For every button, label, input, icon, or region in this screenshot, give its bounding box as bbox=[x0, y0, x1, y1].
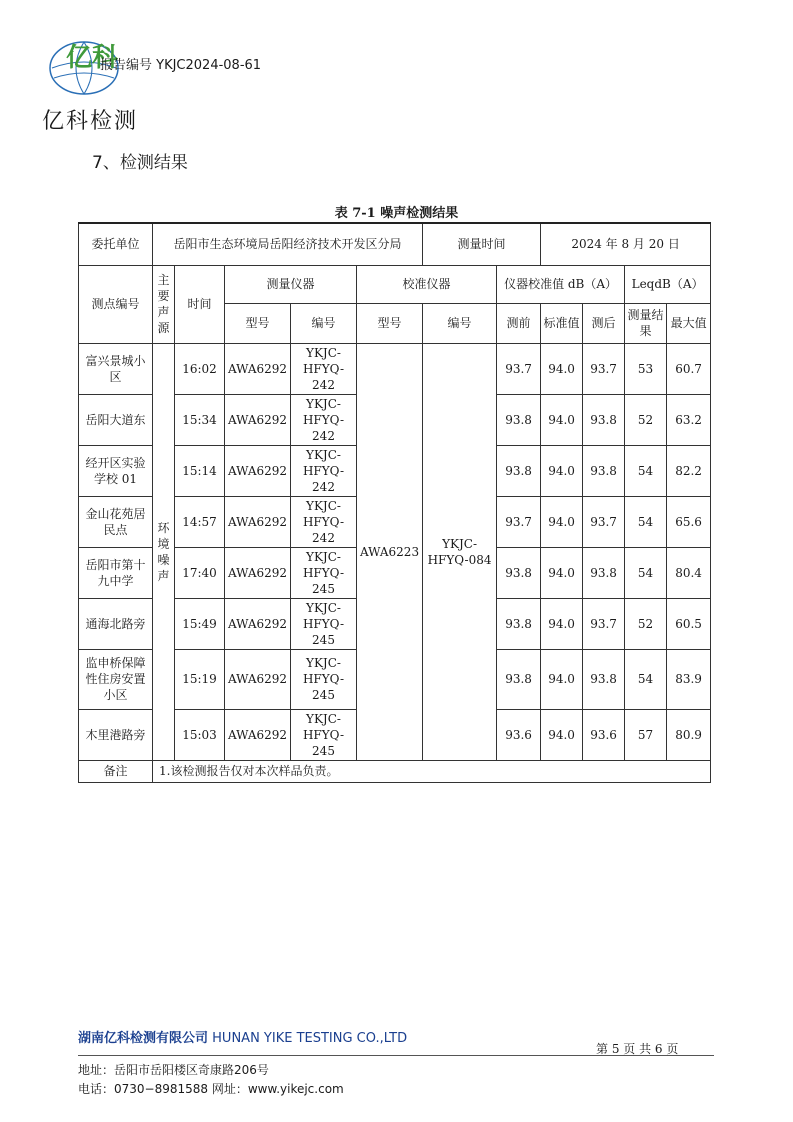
calib-after: 93.6 bbox=[583, 709, 625, 760]
header-source: 主要声源 bbox=[153, 265, 175, 343]
calib-before: 93.8 bbox=[497, 394, 541, 445]
calib-standard: 94.0 bbox=[541, 547, 583, 598]
measurement-point: 经开区实验学校 01 bbox=[79, 445, 153, 496]
header-max: 最大值 bbox=[667, 303, 711, 343]
measurement-point: 富兴景城小区 bbox=[79, 343, 153, 394]
remark-label: 备注 bbox=[79, 760, 153, 782]
calib-after: 93.8 bbox=[583, 649, 625, 709]
measurement-point: 金山花苑居民点 bbox=[79, 496, 153, 547]
instrument-model: AWA6292 bbox=[225, 649, 291, 709]
instrument-model: AWA6292 bbox=[225, 547, 291, 598]
header-calib-value: 仪器校准值 dB（A） bbox=[497, 265, 625, 303]
header-instrument: 测量仪器 bbox=[225, 265, 357, 303]
calib-standard: 94.0 bbox=[541, 445, 583, 496]
calib-before: 93.6 bbox=[497, 709, 541, 760]
calib-standard: 94.0 bbox=[541, 496, 583, 547]
page-number: 第 5 页 共 6 页 bbox=[596, 1042, 679, 1056]
calib-before: 93.7 bbox=[497, 496, 541, 547]
header-result: 测量结果 bbox=[625, 303, 667, 343]
header-cal-model: 型号 bbox=[357, 303, 423, 343]
instrument-serial: YKJC-HFYQ-245 bbox=[291, 598, 357, 649]
calib-before: 93.8 bbox=[497, 598, 541, 649]
measurement-time: 15:49 bbox=[175, 598, 225, 649]
remark-row bbox=[79, 760, 711, 782]
header-point: 测点编号 bbox=[79, 265, 153, 343]
header-serial: 编号 bbox=[291, 303, 357, 343]
leq-result: 53 bbox=[625, 343, 667, 394]
report-number: 报告编号 YKJC2024-08-61 bbox=[100, 58, 262, 73]
client-label: 委托单位 bbox=[79, 223, 153, 265]
leq-result: 52 bbox=[625, 394, 667, 445]
leq-max: 63.2 bbox=[667, 394, 711, 445]
instrument-model: AWA6292 bbox=[225, 496, 291, 547]
leq-max: 80.4 bbox=[667, 547, 711, 598]
brand-name: 亿科检测 bbox=[42, 109, 139, 134]
company-address: 地址：岳阳市岳阳楼区奇康路206号 bbox=[78, 1063, 269, 1077]
calib-standard: 94.0 bbox=[541, 709, 583, 760]
client-value: 岳阳市生态环境局岳阳经济技术开发区分局 bbox=[153, 223, 423, 265]
measurement-time: 14:57 bbox=[175, 496, 225, 547]
measurement-point: 木里港路旁 bbox=[79, 709, 153, 760]
company-name-en: HUNAN YIKE TESTING CO.,LTD bbox=[212, 1031, 408, 1046]
time-value: 2024 年 8 月 20 日 bbox=[541, 223, 711, 265]
svg-text:亿科: 亿科 bbox=[66, 43, 119, 73]
measurement-time: 15:19 bbox=[175, 649, 225, 709]
measurement-time: 16:02 bbox=[175, 343, 225, 394]
header-standard: 标准值 bbox=[541, 303, 583, 343]
instrument-serial: YKJC-HFYQ-242 bbox=[291, 445, 357, 496]
header-leq: LeqdB（A） bbox=[625, 265, 711, 303]
remark-value: 1.该检测报告仅对本次样品负责。 bbox=[153, 760, 711, 782]
header-cal-serial: 编号 bbox=[423, 303, 497, 343]
calib-before: 93.8 bbox=[497, 445, 541, 496]
company-contact: 电话：0730−8981588 网址：www.yikejc.com bbox=[78, 1082, 344, 1096]
instrument-model: AWA6292 bbox=[225, 343, 291, 394]
calib-before: 93.7 bbox=[497, 343, 541, 394]
leq-max: 82.2 bbox=[667, 445, 711, 496]
footer-divider bbox=[78, 1055, 714, 1056]
leq-max: 60.7 bbox=[667, 343, 711, 394]
calib-after: 93.7 bbox=[583, 598, 625, 649]
leq-max: 83.9 bbox=[667, 649, 711, 709]
header-after: 测后 bbox=[583, 303, 625, 343]
instrument-serial: YKJC-HFYQ-245 bbox=[291, 649, 357, 709]
calib-before: 93.8 bbox=[497, 649, 541, 709]
time-label: 测量时间 bbox=[423, 223, 541, 265]
calib-after: 93.7 bbox=[583, 496, 625, 547]
section-title: 7、检测结果 bbox=[92, 153, 188, 173]
measurement-time: 15:14 bbox=[175, 445, 225, 496]
leq-result: 54 bbox=[625, 445, 667, 496]
instrument-model: AWA6292 bbox=[225, 598, 291, 649]
calib-standard: 94.0 bbox=[541, 394, 583, 445]
table-caption: 表 7-1 噪声检测结果 bbox=[334, 206, 459, 221]
calibrator-model: AWA6223 bbox=[357, 343, 423, 760]
company-name bbox=[78, 1027, 407, 1046]
calib-after: 93.8 bbox=[583, 445, 625, 496]
leq-result: 54 bbox=[625, 547, 667, 598]
calib-after: 93.8 bbox=[583, 394, 625, 445]
calib-standard: 94.0 bbox=[541, 649, 583, 709]
instrument-serial: YKJC-HFYQ-245 bbox=[291, 547, 357, 598]
calib-after: 93.8 bbox=[583, 547, 625, 598]
instrument-serial: YKJC-HFYQ-242 bbox=[291, 496, 357, 547]
calib-after: 93.7 bbox=[583, 343, 625, 394]
calib-before: 93.8 bbox=[497, 547, 541, 598]
instrument-serial: YKJC-HFYQ-245 bbox=[291, 709, 357, 760]
leq-result: 57 bbox=[625, 709, 667, 760]
leq-result: 52 bbox=[625, 598, 667, 649]
measurement-point: 岳阳大道东 bbox=[79, 394, 153, 445]
measurement-point: 监申桥保障性住房安置小区 bbox=[79, 649, 153, 709]
leq-max: 60.5 bbox=[667, 598, 711, 649]
instrument-serial: YKJC-HFYQ-242 bbox=[291, 394, 357, 445]
measurement-time: 15:34 bbox=[175, 394, 225, 445]
calibrator-serial: YKJC-HFYQ-084 bbox=[423, 343, 497, 760]
leq-max: 65.6 bbox=[667, 496, 711, 547]
leq-result: 54 bbox=[625, 496, 667, 547]
noise-results-table bbox=[78, 222, 711, 783]
calib-standard: 94.0 bbox=[541, 343, 583, 394]
measurement-point: 通海北路旁 bbox=[79, 598, 153, 649]
measurement-time: 15:03 bbox=[175, 709, 225, 760]
instrument-model: AWA6292 bbox=[225, 394, 291, 445]
main-noise-source: 环境噪声 bbox=[153, 343, 175, 760]
instrument-model: AWA6292 bbox=[225, 709, 291, 760]
leq-max: 80.9 bbox=[667, 709, 711, 760]
header-model: 型号 bbox=[225, 303, 291, 343]
instrument-serial: YKJC-HFYQ-242 bbox=[291, 343, 357, 394]
header-time: 时间 bbox=[175, 265, 225, 343]
table-row bbox=[79, 343, 711, 394]
measurement-time: 17:40 bbox=[175, 547, 225, 598]
leq-result: 54 bbox=[625, 649, 667, 709]
calib-standard: 94.0 bbox=[541, 598, 583, 649]
header-before: 测前 bbox=[497, 303, 541, 343]
header-calibrator: 校准仪器 bbox=[357, 265, 497, 303]
company-name-cn: 湖南亿科检测有限公司 bbox=[78, 1031, 209, 1046]
instrument-model: AWA6292 bbox=[225, 445, 291, 496]
measurement-point: 岳阳市第十九中学 bbox=[79, 547, 153, 598]
